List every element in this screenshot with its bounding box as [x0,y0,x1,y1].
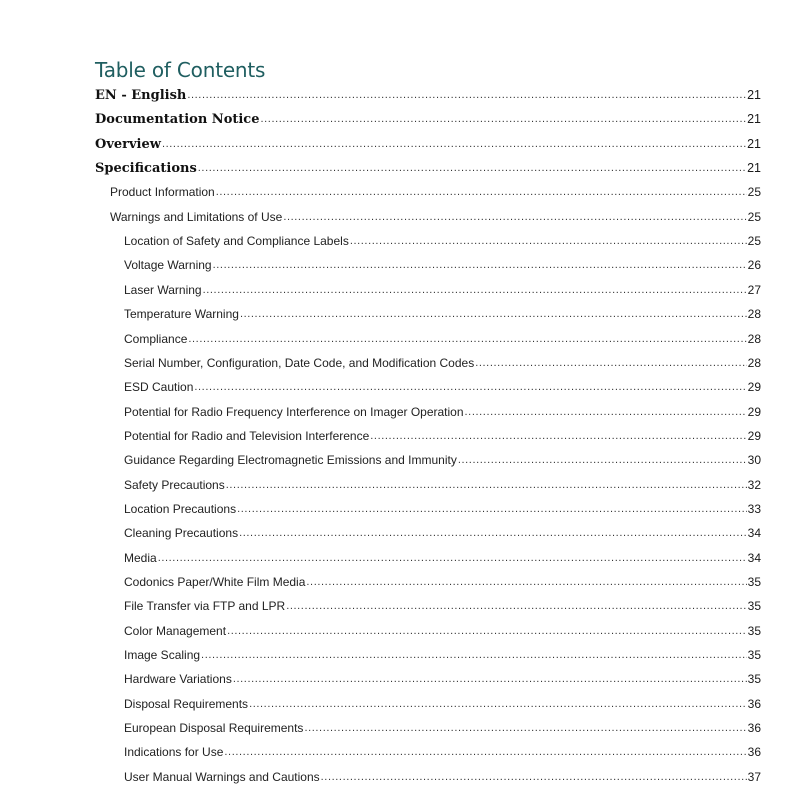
toc-entry[interactable] [124,717,761,737]
toc-entry[interactable] [124,498,761,518]
toc-entry[interactable] [124,279,761,299]
toc-entry-label: Temperature Warning [124,307,239,322]
toc-entry-label: Codonics Paper/White Film Media [124,575,306,589]
toc-entry[interactable] [124,693,761,713]
toc-entry-label: Hardware Variations [124,672,232,687]
dot-leader [237,504,747,518]
dot-leader [465,407,747,421]
toc-entry-page-number: 34 [747,550,761,565]
toc-entry-label: Specifications [95,161,197,177]
toc-entry-label: Media [124,550,157,565]
toc-entry-page-number: 26 [747,258,761,273]
dot-leader [203,285,747,299]
toc-entry-page-number: 35 [747,623,761,638]
toc-entry-page-number: 30 [747,453,761,468]
toc-entry-label: Image Scaling [124,648,201,663]
toc-entry[interactable] [124,449,761,469]
toc-entry-label: European Disposal Requirements [124,721,304,736]
toc-entry-page-number: 36 [747,745,761,760]
toc-entry-page-number: 35 [747,648,761,663]
toc-entry-page-number: 29 [747,380,761,395]
toc-entry-page-number: 35 [747,599,761,614]
toc-entry[interactable] [124,668,761,688]
toc-entry[interactable] [95,108,761,128]
dot-leader [261,114,747,128]
toc-entry[interactable] [124,401,761,421]
dot-leader [216,187,747,201]
dot-leader [233,674,747,688]
dot-leader [213,260,747,274]
dot-leader [286,601,746,615]
toc-entry[interactable] [124,376,761,396]
toc-entry-page-number: 25 [747,234,761,249]
toc-entry-page-number: 21 [747,88,761,102]
toc-entry-label: Potential for Radio Frequency Interference on Imager Operation [124,404,464,419]
dot-leader [283,212,746,226]
toc-entry[interactable] [124,741,761,761]
toc-entry-label: Indications for Use [124,745,224,760]
dot-leader [249,699,747,713]
toc-entry[interactable] [95,157,761,177]
toc-entry-label: Overview [95,136,161,152]
dot-leader [475,358,746,372]
toc-entry-page-number: 21 [747,112,761,127]
toc-entry-label: Potential for Radio and Television Interference [124,428,370,443]
toc-entry[interactable] [124,644,761,664]
dot-leader [458,455,747,469]
toc-entry-page-number: 21 [747,161,761,176]
dot-leader [239,528,747,542]
dot-leader [240,309,747,323]
toc-entry-page-number: 32 [747,477,761,492]
toc-entry[interactable] [124,230,761,250]
toc-entry-page-number: 35 [747,575,761,589]
toc-entry-label: User Manual Warnings and Cautions [124,769,320,784]
toc-entry[interactable] [124,425,761,445]
toc-entry[interactable] [110,181,761,201]
toc-entry[interactable] [110,206,761,226]
toc-entry[interactable] [124,328,761,348]
dot-leader [194,382,746,396]
toc-entry-page-number: 25 [747,185,761,200]
toc-entry-page-number: 35 [747,672,761,687]
dot-leader [370,431,746,445]
toc-entry-label: Serial Number, Configuration, Date Code, and Modification Codes [124,355,475,370]
toc-entry-page-number: 33 [747,501,761,516]
toc-entry[interactable] [124,766,761,786]
toc-entry-label: Color Management [124,623,227,638]
toc-entry[interactable] [124,303,761,323]
toc-entry-label: Product Information [110,185,215,200]
dot-leader [201,650,747,664]
toc-entry-label: Safety Precautions [124,477,225,492]
dot-leader [227,626,747,640]
dot-leader [187,90,746,104]
dot-leader [304,723,746,737]
toc-entry-page-number: 36 [747,721,761,736]
toc-entry-label: Laser Warning [124,282,202,297]
toc-entry-label: Warnings and Limitations of Use [110,209,283,224]
toc-entry[interactable] [124,620,761,640]
toc-entry-label: Location of Safety and Compliance Labels [124,234,349,249]
toc-entry[interactable] [124,474,761,494]
toc-entry-label: File Transfer via FTP and LPR [124,599,286,614]
toc-entry-page-number: 29 [747,428,761,443]
dot-leader [198,163,746,177]
toc-entry[interactable] [124,547,761,567]
toc-entry-label: Voltage Warning [124,258,212,273]
toc-entry-label: Guidance Regarding Electromagnetic Emissions and Immunity [124,453,457,468]
toc-entry-page-number: 29 [747,404,761,419]
dot-leader [350,236,747,250]
toc-entry-page-number: 21 [747,136,761,151]
toc-entry-page-number: 27 [747,282,761,297]
toc-title: Table of Contents [95,58,266,82]
toc-entry-label: Documentation Notice [95,112,260,128]
toc-entry[interactable] [95,133,761,153]
toc-entry-label: Disposal Requirements [124,696,249,711]
toc-entry-page-number: 28 [747,307,761,322]
toc-entry[interactable] [124,352,761,372]
toc-entry-page-number: 28 [747,355,761,370]
toc-entry-label: ESD Caution [124,380,194,395]
dot-leader [158,553,747,567]
dot-leader [226,480,747,494]
toc-entry[interactable] [124,254,761,274]
toc-entry-page-number: 28 [747,331,761,346]
toc-entry-label: Compliance [124,331,188,346]
toc-entry[interactable] [95,84,761,104]
dot-leader [162,139,746,153]
toc-entry-label: Location Precautions [124,501,237,516]
toc-entry-label: EN - English [95,88,187,103]
dot-leader [188,334,746,348]
dot-leader [321,772,747,786]
toc-entry-page-number: 34 [747,526,761,541]
dot-leader [306,577,746,591]
toc-entry[interactable] [124,571,761,591]
toc-entry[interactable] [124,595,761,615]
toc-entry-page-number: 36 [747,696,761,711]
toc-entry-page-number: 37 [747,769,761,784]
toc-entry-label: Cleaning Precautions [124,526,239,541]
dot-leader [224,747,746,761]
toc-entry-page-number: 25 [747,209,761,224]
toc-entry[interactable] [124,522,761,542]
